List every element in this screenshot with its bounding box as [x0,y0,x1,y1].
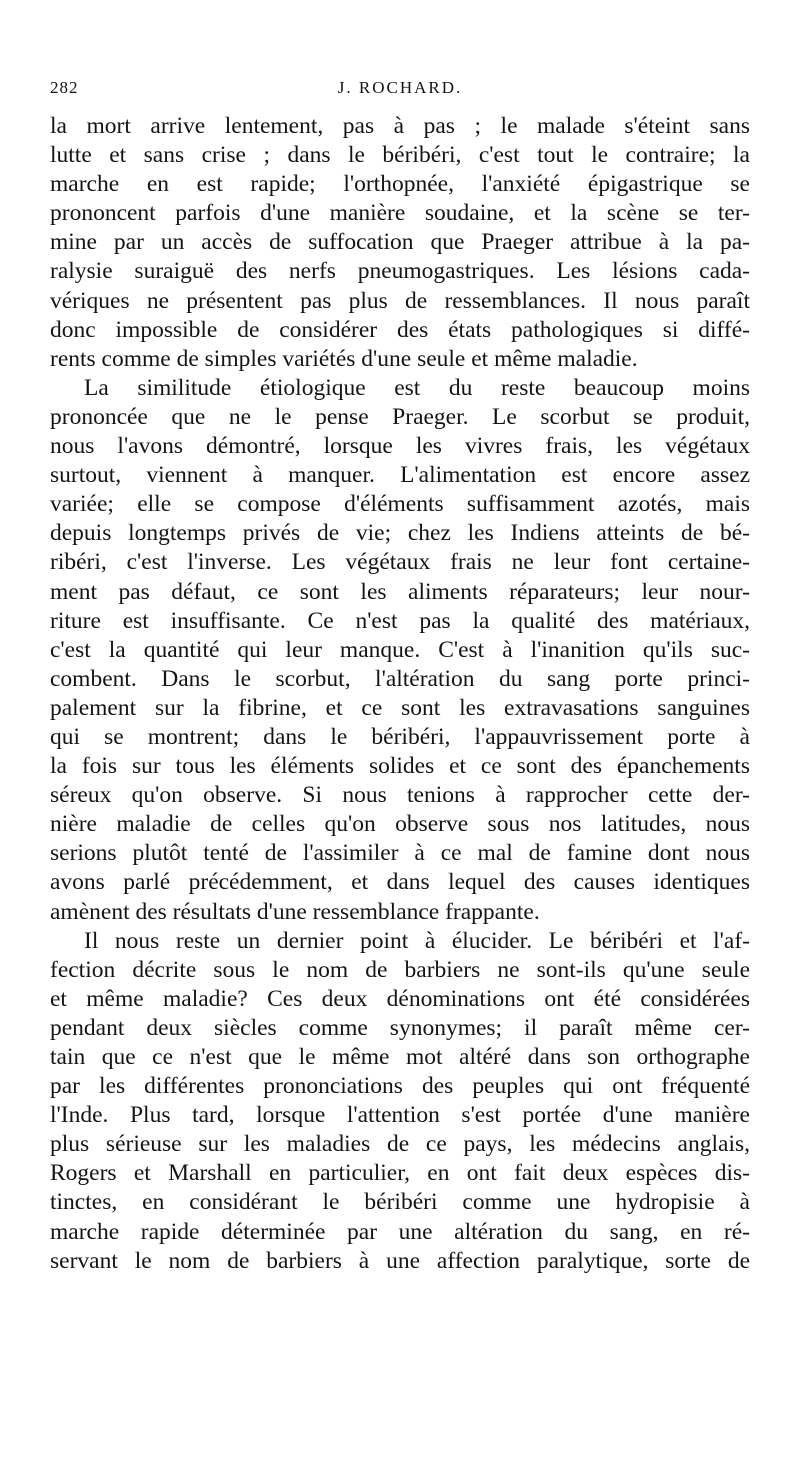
text-line: fection décrite sous le nom de barbiers ne sont-ils qu'une seule [50,956,750,983]
text-line: nière maladie de celles qu'on observe sous nos latitudes, nous [50,811,750,838]
text-line: par les différentes prononciations des peuples qui ont fréquenté [50,1073,750,1100]
text-line: depuis longtemps privés de vie; chez les Indiens atteints de bé- [50,520,750,547]
text-line: amènent des résultats d'une ressemblance frappante. [50,898,540,925]
text-line: l'Inde. Plus tard, lorsque l'attention s'est portée d'une manière [50,1102,750,1129]
page-number: 282 [50,78,79,97]
text-line: servant le nom de barbiers à une affection paralytique, sorte de [50,1247,750,1274]
text-line: qui se montrent; dans le béribéri, l'appauvrissement porte à [50,723,750,750]
text-line: prononcée que ne le pense Praeger. Le scorbut se produit, [50,403,750,430]
text-line: serions plutôt tenté de l'assimiler à ce mal de famine dont nous [50,840,750,867]
text-line: donc impossible de considérer des états pathologiques si diffé- [50,316,750,343]
text-line: Il nous reste un dernier point à élucider. Le béribéri et l'af- [84,927,750,954]
text-line: la mort arrive lentement, pas à pas ; le malade s'éteint sans [50,113,750,139]
text-line: La similitude étiologique est du reste beaucoup moins [84,374,750,401]
text-line: surtout, viennent à manquer. L'alimentation est encore assez [50,462,750,489]
text-line: séreux qu'on observe. Si nous tenions à rapprocher cette der- [50,782,750,809]
text-line: avons parlé précédemment, et dans lequel des causes identiques [50,869,750,896]
text-line: palement sur la fibrine, et ce sont les extravasations sanguines [50,694,750,721]
text-line: combent. Dans le scorbut, l'altération du sang porte princi- [50,665,750,692]
text-line: nous l'avons démontré, lorsque les vivres frais, les végétaux [50,433,750,460]
text-line: prononcent parfois d'une manière soudaine, et la scène se ter- [50,200,750,227]
text-line: rents comme de simples variétés d'une seule et même maladie. [50,345,638,372]
page-header [50,78,750,108]
text-line: marche rapide déterminée par une altération du sang, en ré- [50,1218,750,1245]
text-line: vériques ne présentent pas plus de ressemblances. Il nous paraît [50,287,750,314]
text-line: Rogers et Marshall en particulier, en ont fait deux espèces dis- [50,1160,750,1187]
running-head: J. ROCHARD. [337,78,463,97]
text-line: et même maladie? Ces deux dénominations ont été considérées [50,985,750,1012]
text-line: ment pas défaut, ce sont les aliments réparateurs; leur nour- [50,578,750,605]
text-line: c'est la quantité qui leur manque. C'est à l'inanition qu'ils suc- [50,636,750,663]
text-line: variée; elle se compose d'éléments suffisamment azotés, mais [50,491,750,518]
text-line: riture est insuffisante. Ce n'est pas la qualité des matériaux, [50,607,750,634]
text-line: pendant deux siècles comme synonymes; il paraît même cer- [50,1014,750,1041]
text-line: ribéri, c'est l'inverse. Les végétaux frais ne leur font certaine- [50,549,750,576]
text-line: plus sérieuse sur les maladies de ce pays, les médecins anglais, [50,1131,750,1158]
text-line: la fois sur tous les éléments solides et ce sont des épanchements [50,753,750,780]
text-line: mine par un accès de suffocation que Praeger attribue à la pa- [50,229,750,256]
text-line: lutte et sans crise ; dans le béribéri, c'est tout le contraire; la [50,142,750,169]
body-text [50,112,750,1276]
text-line: marche en est rapide; l'orthopnée, l'anxiété épigastrique se [50,171,750,198]
text-line: ralysie suraiguë des nerfs pneumogastriques. Les lésions cada- [50,258,750,285]
text-line: tain que ce n'est que le même mot altéré dans son orthographe [50,1044,750,1070]
text-line: tinctes, en considérant le béribéri comme une hydropisie à [50,1189,750,1216]
